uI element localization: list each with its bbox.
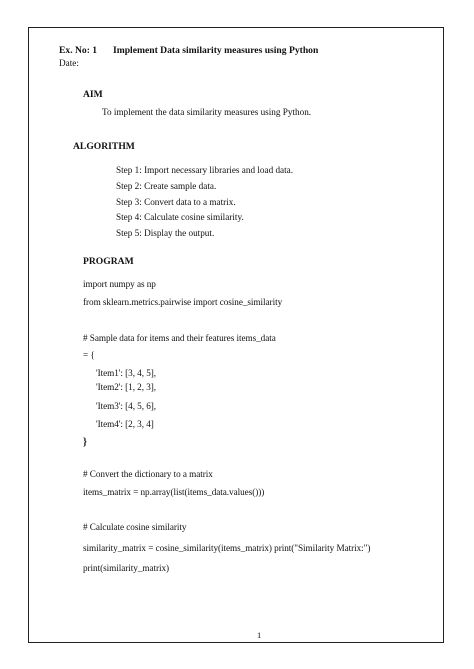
page-number: 1	[257, 630, 262, 640]
code-line: import numpy as np	[83, 279, 156, 289]
code-line: from sklearn.metrics.pairwise import cosine_similarity	[83, 297, 283, 307]
code-line: 'Item2': [1, 2, 3],	[96, 382, 157, 392]
code-line: 'Item4': [2, 3, 4]	[96, 419, 154, 429]
algorithm-step: Step 1: Import necessary libraries and load data.	[116, 165, 294, 175]
algorithm-step: Step 5: Display the output.	[116, 228, 215, 238]
aim-text: To implement the data similarity measures using Python.	[102, 107, 312, 117]
code-line: 'Item1': [3, 4, 5],	[96, 368, 157, 378]
code-comment: # Calculate cosine similarity	[83, 522, 187, 532]
algorithm-heading: ALGORITHM	[73, 141, 135, 152]
code-comment: # Convert the dictionary to a matrix	[83, 469, 213, 479]
code-line: items_matrix = np.array(list(items_data.values()))	[83, 487, 265, 497]
code-line: }	[83, 437, 87, 448]
algorithm-step: Step 4: Calculate cosine similarity.	[116, 212, 244, 222]
code-comment: # Sample data for items and their features items_data	[83, 333, 276, 343]
date-label: Date:	[59, 58, 79, 68]
program-heading: PROGRAM	[83, 256, 134, 267]
code-line: = {	[83, 350, 95, 360]
code-line: 'Item3': [4, 5, 6],	[96, 401, 157, 411]
code-line: similarity_matrix = cosine_similarity(items_matrix) print("Similarity Matrix:")	[83, 543, 371, 553]
algorithm-step: Step 3: Convert data to a matrix.	[116, 197, 236, 207]
code-line: print(similarity_matrix)	[83, 563, 170, 573]
algorithm-step: Step 2: Create sample data.	[116, 181, 217, 191]
aim-heading: AIM	[83, 89, 103, 100]
exercise-number: Ex. No: 1	[59, 45, 98, 56]
page-title: Implement Data similarity measures using Python	[113, 45, 319, 56]
